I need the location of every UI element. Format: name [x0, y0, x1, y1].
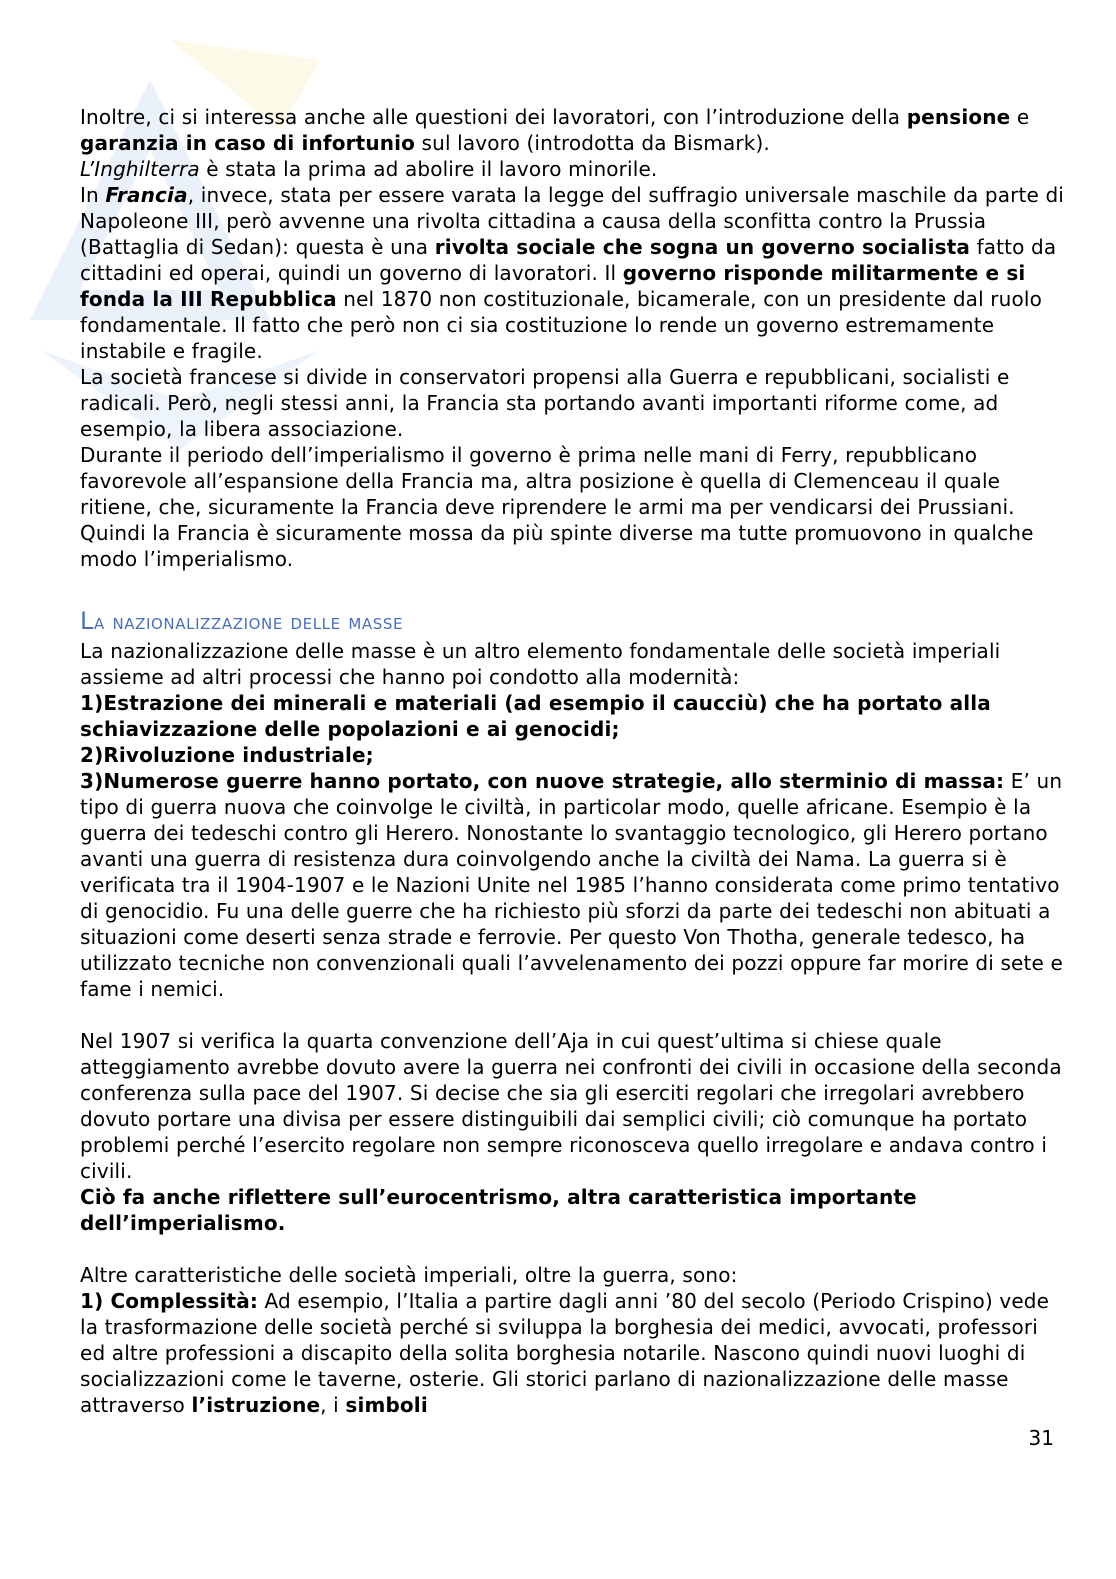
paragraph-french-society: La società francese si divide in conservatori propensi alla Guerra e repubblicani, socialisti e radicali. Però, negli stessi anni, la Francia sta portando avanti importanti riforme come, ad esempio, la libera associazione. — [80, 365, 1010, 441]
list-item: 3)Numerose guerre hanno portato, con nuove strategie, allo sterminio di massa: E’ un tipo di guerra nuova che coinvolge le civiltà, in particolar modo, quelle africane. Esempio è la guerra dei tedeschi contro gli Herero. Nonostante lo svantaggio tecnologico, gli Herero portano avanti una guerra di resistenza dura coinvolgendo anche la civiltà dei Nama. La guerra si è verificata tra il 1904-1907 e le Nazioni Unite nel 1985 l’hanno considerata come primo tentativo di genocidio. Fu una delle guerre che ha richiesto più sforzi da parte dei tedeschi non abituati a situazioni come deserti senza strade e ferrovie. Per questo Von Thotha, generale tedesco, ha utilizzato tecniche non convenzionali quali l’avvelenamento dei pozzi oppure far morire di sete e fame i nemici. — [80, 769, 1063, 1001]
paragraph-workers: Inoltre, ci si interessa anche alle questioni dei lavoratori, con l’introduzione della pensione e garanzia in caso di infortunio sul lavoro (introdotta da Bismark). — [80, 105, 1030, 155]
paragraph-imperialism-period: Durante il periodo dell’imperialismo il governo è prima nelle mani di Ferry, repubblicano favorevole all’espansione della Francia ma, altra posizione è quella di Clemenceau il quale ritiene, che, sicuramente la Francia deve riprendere le armi ma per vendicarsi dei Prussiani. Quindi la Francia è sicuramente mossa da più spinte diverse ma tutte promuovono in qualche modo l’imperialismo. — [80, 443, 1034, 571]
paragraph-other-characteristics: Altre caratteristiche delle società imperiali, oltre la guerra, sono: — [80, 1263, 738, 1287]
list-item: 1)Estrazione dei minerali e materiali (ad esempio il caucciù) che ha portato alla schiavizzazione delle popolazioni e ai genocidi; — [80, 691, 991, 741]
paragraph-complexity: 1) Complessità: Ad esempio, l’Italia a partire dagli anni ’80 del secolo (Periodo Crispino) vede la trasformazione delle società perché si sviluppa la borghesia dei medici, avvocati, professori ed altre professioni a discapito della solita borghesia notarile. Nascono quindi nuovi luoghi di socializzazioni come le taverne, osterie. Gli storici parlano di nazionalizzazione delle masse attraverso l’istruzione, i simboli — [80, 1289, 1050, 1417]
section-heading: La nazionalizzazione delle masse — [80, 607, 404, 635]
page-number: 31 — [1028, 1426, 1054, 1450]
paragraph-nationalization: La nazionalizzazione delle masse è un altro elemento fondamentale delle società imperiali assieme ad altri processi che hanno poi condotto alla modernità: — [80, 639, 1001, 689]
paragraph-france: In Francia, invece, stata per essere varata la legge del suffragio universale maschile da parte di Napoleone III, però avvenne una rivolta cittadina a causa della sconfitta contro la Prussia (Battaglia di Sedan): questa è una rivolta sociale che sogna un governo socialista fatto da cittadini ed operai, quindi un governo di lavoratori. Il governo risponde militarmente e si fonda la III Repubblica nel 1870 non costituzionale, bicamerale, con un presidente dal ruolo fondamentale. Il fatto che però non ci sia costituzione lo rende un governo estremamente instabile e fragile. — [80, 183, 1065, 363]
paragraph-england: L’Inghilterra è stata la prima ad abolire il lavoro minorile. — [80, 157, 658, 181]
paragraph-hague-convention: Nel 1907 si verifica la quarta convenzione dell’Aja in cui quest’ultima si chiese quale atteggiamento avrebbe dovuto avere la guerra nei confronti dei civili in occasione della seconda conferenza sulla pace del 1907. Si decise che sia gli eserciti regolari che irregolari avrebbero dovuto portare una divisa per essere distinguibili dai semplici civili; ciò comunque ha portato problemi perché l’esercito regolare non sempre riconosceva quello irregolare e andava contro i civili. — [80, 1029, 1062, 1183]
paragraph-eurocentrism: Ciò fa anche riflettere sull’eurocentrismo, altra caratteristica importante dell’imperialismo. — [80, 1185, 917, 1235]
list-item: 2)Rivoluzione industriale; — [80, 743, 374, 767]
document-body — [80, 104, 1065, 1418]
